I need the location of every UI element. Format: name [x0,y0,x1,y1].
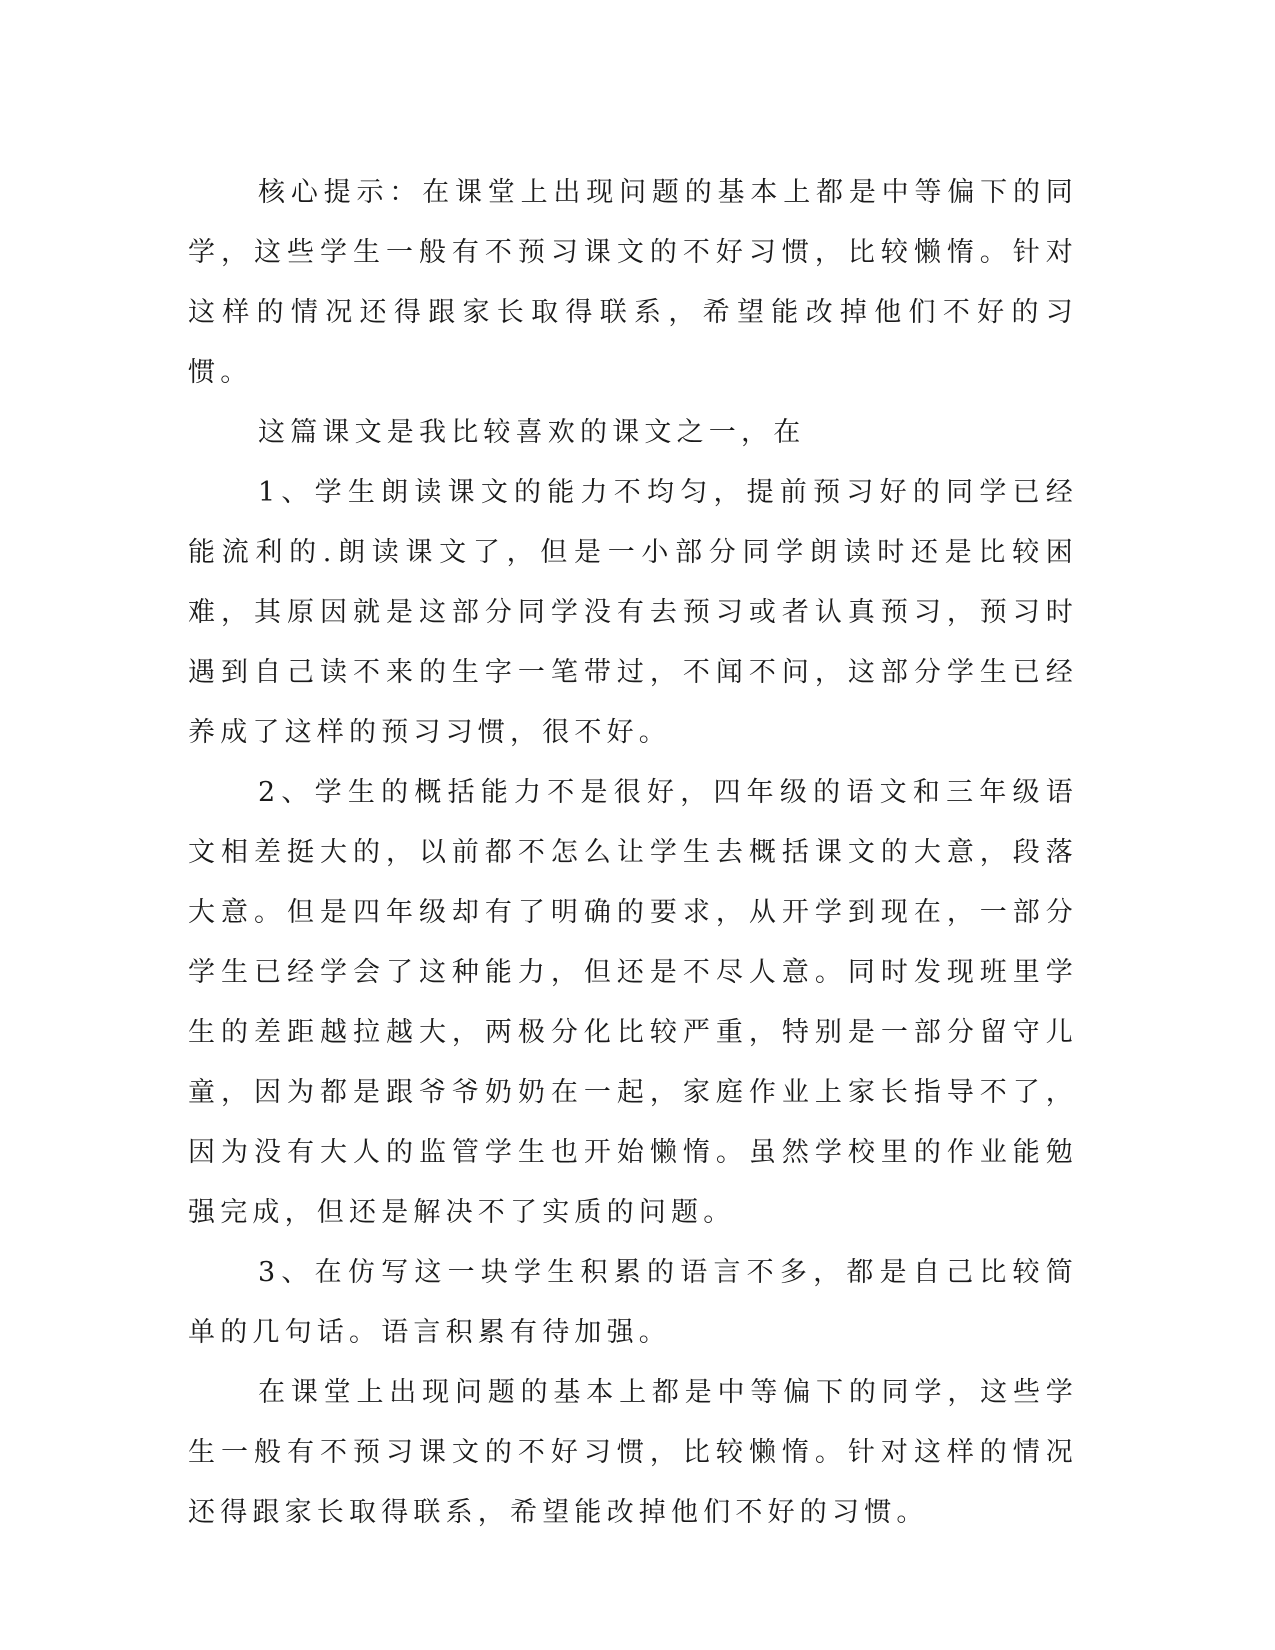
paragraph-conclusion: 在课堂上出现问题的基本上都是中等偏下的同学，这些学生一般有不预习课文的不好习惯，比较懒惰。针对这样的情况还得跟家长取得联系，希望能改掉他们不好的习惯。 [188,1377,1078,1528]
paragraph-point-2: 2、学生的概括能力不是很好，四年级的语文和三年级语文相差挺大的，以前都不怎么让学生去概括课文的大意，段落大意。但是四年级却有了明确的要求，从开学到现在，一部分学生已经学会了这种能力，但还是不尽人意。同时发现班里学生的差距越拉越大，两极分化比较严重，特别是一部分留守儿童，因为都是跟爷爷奶奶在一起，家庭作业上家长指导不了，因为没有大人的监管学生也开始懒惰。虽然学校里的作业能勉强完成，但还是解决不了实质的问题。 [188,777,1078,1228]
paragraph-point-3: 3、在仿写这一块学生积累的语言不多，都是自己比较简单的几句话。语言积累有待加强。 [188,1257,1078,1348]
paragraph-point-1: 1、学生朗读课文的能力不均匀，提前预习好的同学已经能流利的.朗读课文了，但是一小部分同学朗读时还是比较困难，其原因就是这部分同学没有去预习或者认真预习，预习时遇到自己读不来的生字一笔带过，不闻不问，这部分学生已经养成了这样的预习习惯，很不好。 [188,477,1078,748]
paragraph-intro: 这篇课文是我比较喜欢的课文之一，在 [258,417,806,448]
document-body [188,163,1078,1543]
paragraph-core-tip: 核心提示：在课堂上出现问题的基本上都是中等偏下的同学，这些学生一般有不预习课文的不好习惯，比较懒惰。针对这样的情况还得跟家长取得联系，希望能改掉他们不好的习惯。 [188,177,1078,388]
